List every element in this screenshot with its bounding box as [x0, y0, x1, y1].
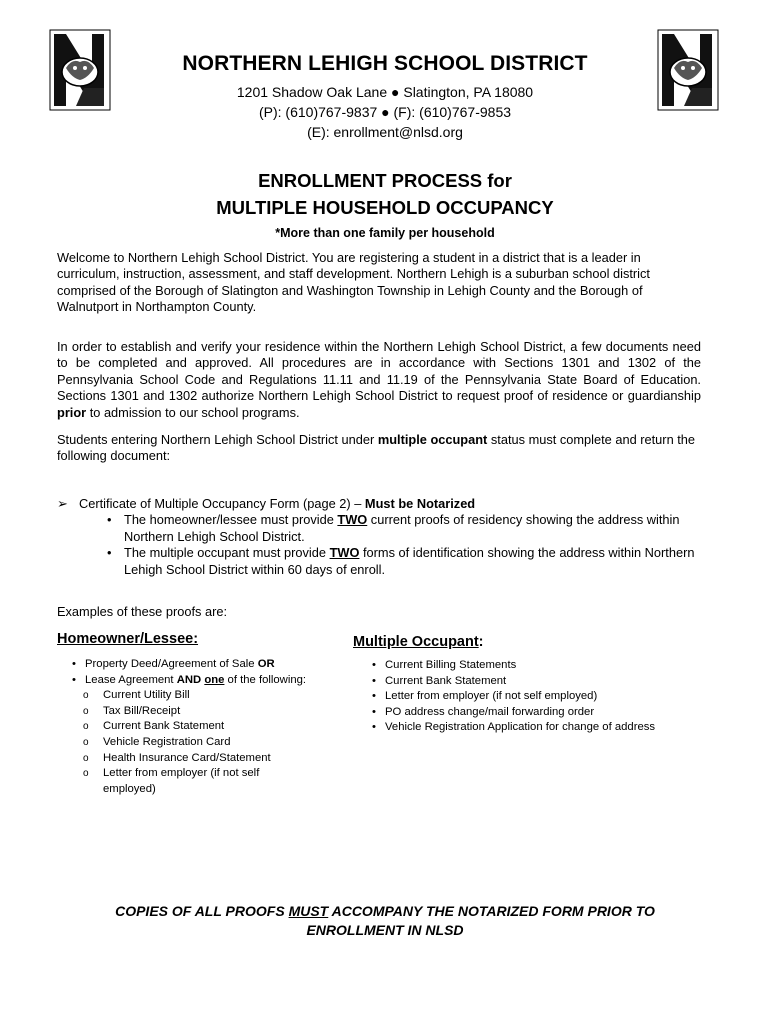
district-title: NORTHERN LEHIGH SCHOOL DISTRICT: [182, 52, 588, 75]
process-title-line1: ENROLLMENT PROCESS for: [258, 170, 512, 191]
examples-label: Examples of these proofs are:: [57, 604, 228, 619]
list-item: o Current Utility Bill: [72, 688, 312, 704]
list-item: • Current Bank Statement: [372, 674, 712, 690]
list-item: • The homeowner/lessee must provide TWO current proofs of residency showing the address within Northern Lehigh School District.: [107, 512, 717, 545]
list-item: • PO address change/mail forwarding order: [372, 705, 712, 721]
residence-paragraph: In order to establish and verify your residence within the Northern Lehigh School District, a few documents need to be completed and approved. All procedures are in accordance with Sections 1301 and 1302 of the Pennsylvania School Code and Regulations 11.11 and 11.19 of the Pennsylvania State Board of Education. Sections 1301 and 1302 authorize Northern Lehigh School District to request proof of residence or guardianship prior to admission to our school programs.: [57, 339, 701, 420]
list-item: o Health Insurance Card/Statement: [72, 751, 312, 767]
district-email: (E): enrollment@nlsd.org: [307, 124, 463, 140]
certificate-bullets: [57, 512, 717, 578]
list-item: o Letter from employer (if not self employed): [72, 766, 312, 797]
students-paragraph: Students entering Northern Lehigh School District under multiple occupant status must complete and return the following document:: [57, 432, 696, 464]
list-item: • Vehicle Registration Application for change of address: [372, 720, 712, 736]
footer-notice: COPIES OF ALL PROOFS MUST ACCOMPANY THE NOTARIZED FORM PRIOR TO ENROLLMENT IN NLSD: [115, 903, 655, 938]
prior-emphasis: prior: [57, 404, 87, 420]
district-phones: (P): (610)767-9837 ● (F): (610)767-9853: [258, 104, 512, 120]
list-item: • Lease Agreement AND one of the following:: [72, 673, 312, 689]
homeowner-heading: Homeowner/Lessee:: [57, 631, 199, 647]
must-be-notarized: Must be Notarized: [364, 496, 476, 511]
occupant-heading: Multiple Occupant:: [353, 634, 484, 650]
certificate-requirement: [57, 496, 717, 578]
certificate-text: Certificate of Multiple Occupancy Form (page 2) – Must be Notarized: [79, 496, 476, 511]
multiple-occupant-emphasis: multiple occupant: [377, 432, 488, 447]
district-address: 1201 Shadow Oak Lane ● Slatington, PA 18080: [236, 84, 534, 100]
list-item: o Current Bank Statement: [72, 719, 312, 735]
list-item: • Letter from employer (if not self employed): [372, 689, 712, 705]
list-item: o Tax Bill/Receipt: [72, 704, 312, 720]
list-item: • Property Deed/Agreement of Sale OR: [72, 657, 312, 673]
occupant-proof-list: [372, 658, 712, 736]
list-item: • The multiple occupant must provide TWO forms of identification showing the address within Northern Lehigh School District within 60 days of enroll.: [107, 545, 717, 578]
arrow-bullet-icon: ➢: [57, 496, 68, 511]
list-item: • Current Billing Statements: [372, 658, 712, 674]
letterhead: [0, 52, 770, 142]
welcome-paragraph: Welcome to Northern Lehigh School District. You are registering a student in a district that is a leader in curriculum, instruction, assessment, and staff development. Northern Lehigh is a suburban school district comprised of the Borough of Slatington and Washington Township in Lehigh County and the Borough of Walnutport in Northampton County.: [57, 250, 650, 315]
process-subtitle: *More than one family per household: [275, 226, 495, 240]
homeowner-proof-list: [72, 657, 312, 797]
process-title-line2: MULTIPLE HOUSEHOLD OCCUPANCY: [216, 197, 554, 218]
process-title: [0, 167, 770, 240]
list-item: o Vehicle Registration Card: [72, 735, 312, 751]
